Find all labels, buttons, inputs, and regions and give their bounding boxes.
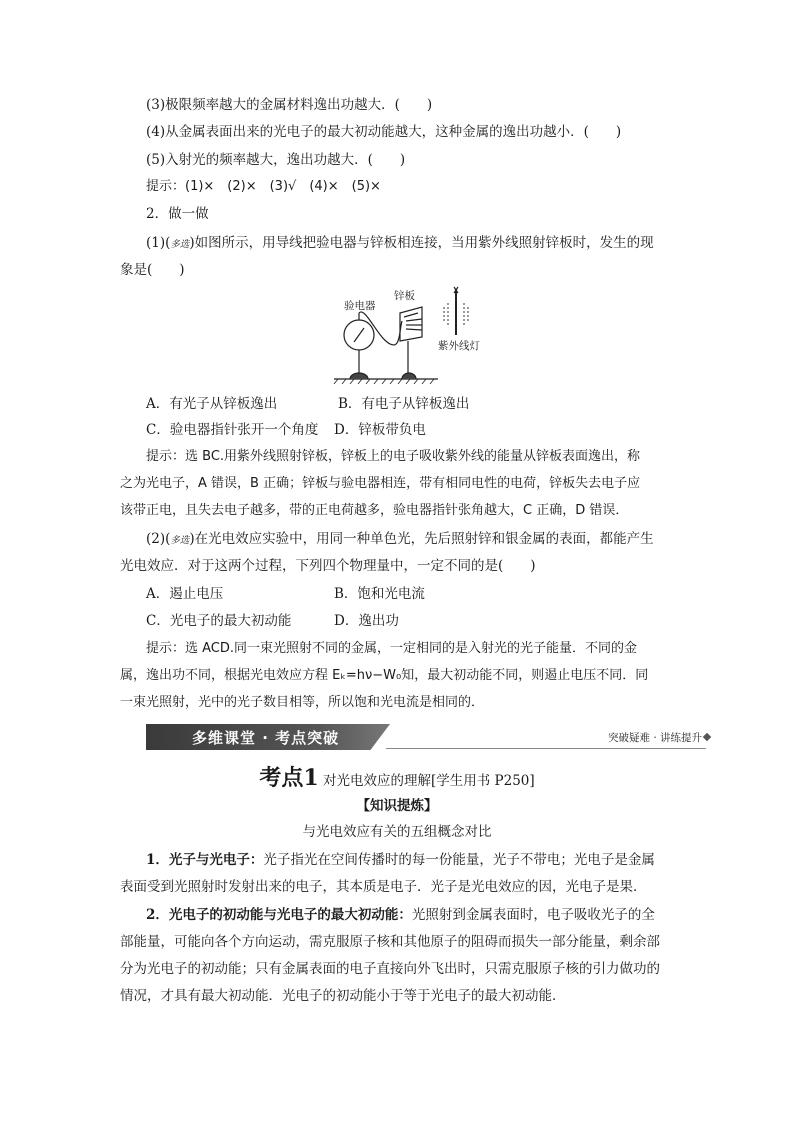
q1-hint-line-1: 提示：选 BC.用紫外线照射锌板，锌板上的电子吸收紫外线的能量从锌板表面逸出，称 [146,449,641,464]
question-1-number: (1)( [146,235,171,251]
zinc-base [402,373,416,379]
connecting-wire [359,312,402,345]
concept-2-lead: 2．光电子的初动能与光电子的最大初动能： [146,907,412,923]
concept-1-lead: 1．光子与光电子： [146,852,264,868]
q2-option-b: B．饱和光电流 [334,586,425,602]
concept-2-line-2: 部能量，可能向各个方向运动，需克服原子核和其他原子的阻碍而损失一部分能量，剩余部 [120,934,660,950]
q2-hint-line-3: 一束光照射，光中的光子数目相等，所以饱和光电流是相同的． [120,695,485,710]
banner-subtitle: 突破疑难 · 讲练提升 [607,732,702,744]
multi-choice-tag: 多选 [170,535,190,546]
question-2-stem [146,530,654,550]
concept-2-line-4: 情况，才具有最大初动能．光电子的初动能小于等于光电子的最大初动能． [120,988,566,1004]
zinc-plate [400,307,422,341]
q2-hint-line-1: 提示：选 ACD.同一束光照射不同的金属，一定相同的是入射光的光子能量．不同的金 [146,641,638,656]
q1-option-d: D．锌板带负电 [334,422,426,438]
label-zinc-plate: 锌板 [394,290,415,302]
multi-choice-tag: 多选 [170,239,190,250]
concept-1-line-1 [146,851,655,869]
section-title: 对光电效应的理解[学生用书 P250] [322,773,535,789]
banner-diamond-icon [703,733,711,741]
question-1-text: )如图所示，用导线把验电器与锌板相连接，当用紫外线照射锌板时，发生的现 [189,235,654,251]
q2-hint-line-2: 属，逸出功不同，根据光电效应方程 Eₖ=hν−W₀知，最大初动能不同，则遏止电压不同．同 [120,668,649,683]
concept-1-text: 光子指光在空间传播时的每一份能量，光子不带电；光电子是金属 [263,852,655,868]
question-2-number: (2)( [146,531,171,547]
q2-option-d: D．逸出功 [334,613,399,629]
concept-2-line-1 [146,906,655,924]
knowledge-heading: 【知识提炼】 [356,798,438,814]
label-uv-lamp: 紫外线灯 [438,340,480,352]
label-electroscope: 验电器 [344,300,376,312]
banner-rule [386,748,706,749]
electroscope-needle [354,328,364,342]
section-number: 1 [303,765,319,791]
concept-1-line-2: 表面受到光照射时发射出来的电子，其本质是电子．光子是光电效应的因，光电子是果． [120,879,647,895]
question-2-text: )在光电效应实验中，用同一种单色光，先后照射锌和银金属的表面，都能产生 [189,531,654,547]
ground-hatch [334,379,434,384]
q1-hint-line-2: 之为光电子，A 错误，B 正确；锌板与验电器相连，带有相同电性的电荷，锌板失去电子应 [120,476,641,491]
question-1-stem [146,234,654,254]
judge-item-3: (3)极限频率越大的金属材料逸出功越大．( ) [146,97,433,113]
question-1-stem-cont: 象是( ) [120,262,185,278]
q1-hint-line-3: 该带正电，且失去电子越多，带的正电荷越多，验电器指针张角越大，C 正确，D 错误． [120,503,629,518]
banner-title: 多维课堂 · 考点突破 [192,729,340,747]
comparison-heading: 与光电效应有关的五组概念对比 [302,824,492,840]
concept-2-line-3: 分为光电子的初动能；只有金属表面的电子直接向外飞出时，只需克服原子核的引力做功的 [120,961,660,977]
concept-2-text: 光照射到金属表面时，电子吸收光子的全 [411,907,655,923]
q1-option-b: B．有电子从锌板逸出 [338,396,470,412]
judge-item-4: (4)从金属表面出来的光电子的最大初动能越大，这种金属的逸出功越小．( ) [146,124,622,140]
q2-option-c: C．光电子的最大初动能 [146,613,292,629]
judge-hint: 提示：(1)× (2)× (3)√ (4)× (5)× [146,179,381,194]
section-banner [146,724,710,750]
practice-heading: 2．做一做 [146,206,209,222]
q2-option-a: A．遏止电压 [146,586,224,602]
section-keyword: 考点 [259,765,304,791]
question-2-stem-cont: 光电效应．对于这两个过程，下列四个物理量中，一定不同的是( ) [120,558,536,574]
electroscope-base [350,373,368,379]
photoelectric-figure [330,283,490,387]
q1-option-a: A．有光子从锌板逸出 [146,396,278,412]
section-heading [0,764,794,795]
q1-option-c: C．验电器指针张开一个角度 [146,422,319,438]
judge-item-5: (5)入射光的频率越大，逸出功越大．( ) [146,152,406,168]
